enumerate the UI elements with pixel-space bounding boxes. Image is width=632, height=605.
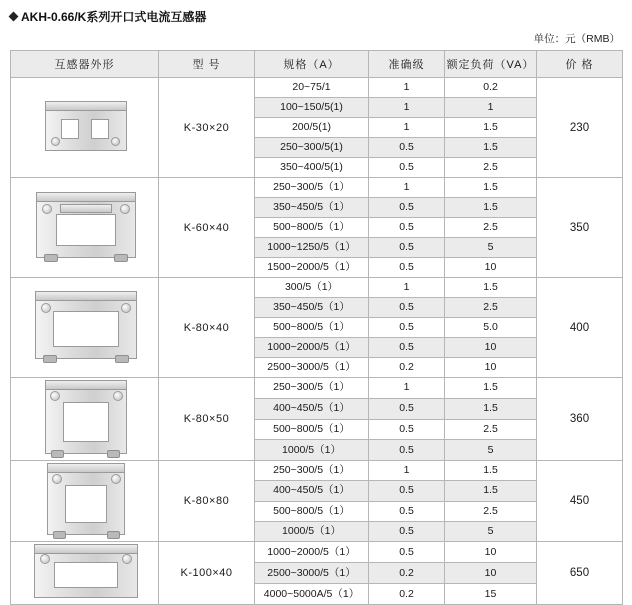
ct-drawing — [39, 461, 131, 541]
ct-part — [52, 474, 62, 484]
column-header-price: 价 格 — [537, 51, 623, 78]
ct-part — [44, 254, 58, 262]
table-row — [11, 78, 623, 98]
page-title-text: AKH-0.66/K系列开口式电流互感器 — [21, 10, 207, 24]
accuracy-cell: 0.5 — [369, 521, 445, 541]
spec-cell: 1000~2000/5（1） — [255, 542, 369, 563]
spec-cell: 2500~3000/5（1） — [255, 563, 369, 584]
column-header-accuracy: 准确级 — [369, 51, 445, 78]
ct-part — [122, 554, 132, 564]
ct-image-cell — [11, 542, 159, 605]
ct-part — [45, 380, 127, 390]
spec-cell: 250~300/5（1） — [255, 461, 369, 481]
load-cell: 1.5 — [445, 461, 537, 481]
accuracy-cell: 1 — [369, 461, 445, 481]
accuracy-cell: 1 — [369, 98, 445, 118]
accuracy-cell: 0.5 — [369, 398, 445, 419]
ct-part — [111, 137, 120, 146]
load-cell: 1.5 — [445, 481, 537, 501]
spec-cell: 350~450/5（1） — [255, 298, 369, 318]
table-body — [11, 78, 623, 605]
accuracy-cell: 1 — [369, 118, 445, 138]
load-cell: 5 — [445, 238, 537, 258]
ct-part — [40, 554, 50, 564]
spec-cell: 4000~5000A/5（1） — [255, 584, 369, 605]
ct-part — [115, 355, 129, 363]
ct-drawing — [29, 289, 141, 367]
ct-drawing — [28, 542, 142, 604]
table-row — [11, 378, 623, 399]
ct-image-ct-k80x40 — [11, 289, 158, 367]
ct-part — [51, 137, 60, 146]
model-cell: K-80×40 — [159, 278, 255, 378]
spec-cell: 200/5(1) — [255, 118, 369, 138]
load-cell: 2.5 — [445, 501, 537, 521]
spec-cell: 100~150/5(1) — [255, 98, 369, 118]
column-header-image: 互感器外形 — [11, 51, 159, 78]
ct-part — [107, 531, 120, 539]
ct-part — [60, 204, 112, 213]
accuracy-cell: 0.5 — [369, 238, 445, 258]
ct-part — [56, 214, 116, 246]
price-cell: 450 — [537, 461, 623, 542]
load-cell: 1.5 — [445, 138, 537, 158]
table-row — [11, 461, 623, 481]
load-cell: 10 — [445, 358, 537, 378]
model-cell: K-80×80 — [159, 461, 255, 542]
product-spec-table — [10, 50, 623, 605]
ct-image-cell — [11, 378, 159, 461]
accuracy-cell: 0.2 — [369, 358, 445, 378]
ct-image-ct-k30x20 — [11, 97, 158, 159]
load-cell: 5.0 — [445, 318, 537, 338]
ct-part — [120, 204, 130, 214]
ct-part — [41, 303, 51, 313]
ct-part — [53, 311, 119, 347]
accuracy-cell: 0.5 — [369, 258, 445, 278]
accuracy-cell: 0.5 — [369, 481, 445, 501]
ct-part — [53, 531, 66, 539]
spec-cell: 1000~1250/5（1） — [255, 238, 369, 258]
price-cell: 360 — [537, 378, 623, 461]
price-cell: 650 — [537, 542, 623, 605]
ct-part — [114, 254, 128, 262]
spec-cell: 500~800/5（1） — [255, 318, 369, 338]
column-header-model: 型 号 — [159, 51, 255, 78]
ct-part — [43, 355, 57, 363]
accuracy-cell: 0.5 — [369, 298, 445, 318]
accuracy-cell: 0.2 — [369, 563, 445, 584]
load-cell: 1.5 — [445, 198, 537, 218]
accuracy-cell: 0.5 — [369, 218, 445, 238]
spec-cell: 500~800/5（1） — [255, 419, 369, 440]
accuracy-cell: 0.5 — [369, 318, 445, 338]
load-cell: 10 — [445, 258, 537, 278]
spec-cell: 500~800/5（1） — [255, 218, 369, 238]
unit-note: 单位：元（RMB） — [533, 33, 620, 45]
table-row — [11, 278, 623, 298]
spec-cell: 300/5（1） — [255, 278, 369, 298]
table-header-row — [11, 51, 623, 78]
ct-part — [50, 391, 60, 401]
ct-part — [54, 562, 118, 588]
spec-cell: 400~450/5（1） — [255, 398, 369, 419]
load-cell: 1.5 — [445, 178, 537, 198]
accuracy-cell: 0.2 — [369, 584, 445, 605]
load-cell: 1.5 — [445, 398, 537, 419]
ct-part — [63, 402, 109, 442]
model-cell: K-100×40 — [159, 542, 255, 605]
ct-part — [113, 391, 123, 401]
accuracy-cell: 1 — [369, 178, 445, 198]
load-cell: 1.5 — [445, 378, 537, 399]
accuracy-cell: 0.5 — [369, 501, 445, 521]
load-cell: 2.5 — [445, 218, 537, 238]
ct-image-cell — [11, 178, 159, 278]
price-cell: 230 — [537, 78, 623, 178]
ct-drawing — [35, 378, 135, 460]
load-cell: 2.5 — [445, 158, 537, 178]
accuracy-cell: 0.5 — [369, 542, 445, 563]
ct-image-cell — [11, 278, 159, 378]
spec-cell: 250~300/5(1) — [255, 138, 369, 158]
ct-part — [36, 192, 136, 202]
price-cell: 400 — [537, 278, 623, 378]
ct-part — [65, 485, 107, 523]
load-cell: 0.2 — [445, 78, 537, 98]
ct-part — [42, 204, 52, 214]
ct-part — [107, 450, 120, 458]
table-row — [11, 178, 623, 198]
spec-cell: 500~800/5（1） — [255, 501, 369, 521]
spec-cell: 350~400/5(1) — [255, 158, 369, 178]
ct-part — [121, 303, 131, 313]
spec-cell: 1000/5（1） — [255, 521, 369, 541]
ct-image-ct-k100x40 — [11, 542, 158, 604]
ct-part — [111, 474, 121, 484]
accuracy-cell: 0.5 — [369, 440, 445, 461]
spec-cell: 250~300/5（1） — [255, 378, 369, 399]
load-cell: 5 — [445, 521, 537, 541]
load-cell: 5 — [445, 440, 537, 461]
ct-part — [45, 101, 127, 111]
ct-part — [61, 119, 79, 139]
ct-part — [51, 450, 64, 458]
load-cell: 1 — [445, 98, 537, 118]
spec-cell: 1000/5（1） — [255, 440, 369, 461]
spec-cell: 250~300/5（1） — [255, 178, 369, 198]
load-cell: 10 — [445, 542, 537, 563]
ct-part — [91, 119, 109, 139]
ct-part — [35, 291, 137, 301]
ct-image-cell — [11, 78, 159, 178]
price-cell: 350 — [537, 178, 623, 278]
accuracy-cell: 1 — [369, 378, 445, 399]
accuracy-cell: 0.5 — [369, 138, 445, 158]
spec-cell: 350~450/5（1） — [255, 198, 369, 218]
column-header-spec: 规格（A） — [255, 51, 369, 78]
spec-cell: 2500~3000/5（1） — [255, 358, 369, 378]
ct-image-cell — [11, 461, 159, 542]
column-header-load: 额定负荷（VA） — [445, 51, 537, 78]
spec-cell: 1000~2000/5（1） — [255, 338, 369, 358]
ct-drawing — [39, 97, 131, 159]
model-cell: K-80×50 — [159, 378, 255, 461]
spec-cell: 1500~2000/5（1） — [255, 258, 369, 278]
load-cell: 1.5 — [445, 278, 537, 298]
load-cell: 10 — [445, 338, 537, 358]
load-cell: 15 — [445, 584, 537, 605]
model-cell: K-60×40 — [159, 178, 255, 278]
spec-cell: 20~75/1 — [255, 78, 369, 98]
ct-part — [47, 463, 125, 473]
accuracy-cell: 0.5 — [369, 158, 445, 178]
load-cell: 10 — [445, 563, 537, 584]
table-row — [11, 542, 623, 563]
load-cell: 2.5 — [445, 298, 537, 318]
ct-image-ct-k80x50 — [11, 378, 158, 460]
spec-cell: 400~450/5（1） — [255, 481, 369, 501]
page-title — [10, 8, 622, 25]
diamond-bullet-icon — [9, 12, 19, 22]
ct-image-ct-k80x80 — [11, 461, 158, 541]
load-cell: 2.5 — [445, 419, 537, 440]
accuracy-cell: 1 — [369, 78, 445, 98]
ct-drawing — [30, 190, 140, 266]
ct-image-ct-k60x40 — [11, 190, 158, 266]
accuracy-cell: 0.5 — [369, 338, 445, 358]
accuracy-cell: 0.5 — [369, 419, 445, 440]
load-cell: 1.5 — [445, 118, 537, 138]
model-cell: K-30×20 — [159, 78, 255, 178]
accuracy-cell: 1 — [369, 278, 445, 298]
accuracy-cell: 0.5 — [369, 198, 445, 218]
